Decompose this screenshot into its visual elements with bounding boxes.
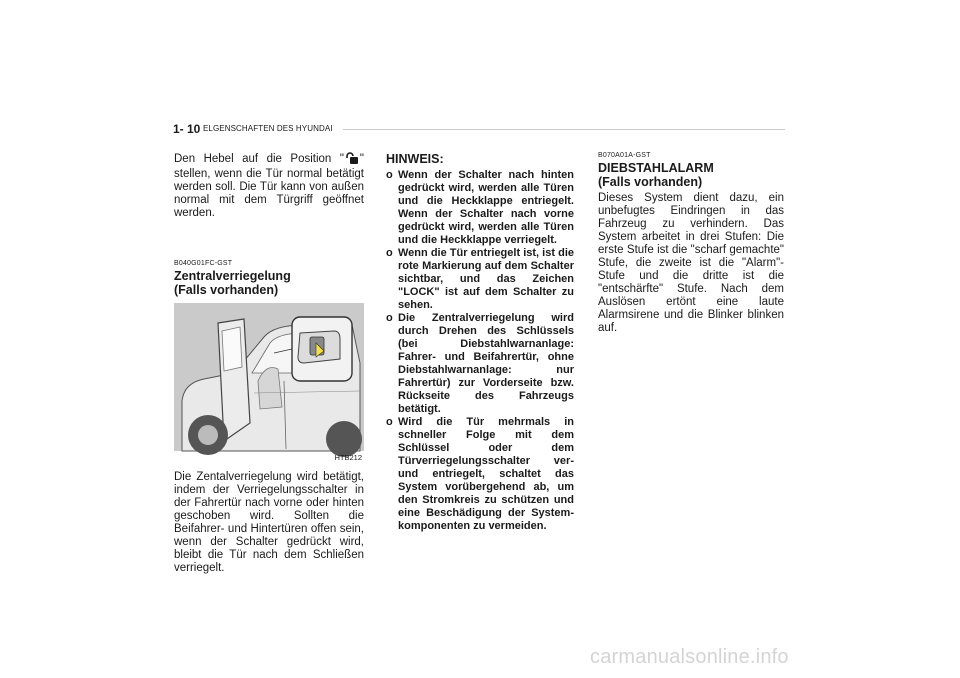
column-left xyxy=(174,152,364,575)
figure-label: HTB212 xyxy=(334,453,362,462)
section-code: B040G01FC-GST xyxy=(174,260,233,267)
bullet-marker: o xyxy=(386,312,393,324)
column-middle xyxy=(386,152,574,533)
section-code: B070A01A-GST xyxy=(598,152,651,159)
section-heading: DIEBSTAHLALARM (Falls vorhanden) xyxy=(598,161,714,189)
section-heading: Zentralverriegelung (Falls vorhanden) xyxy=(174,269,291,297)
list-item: o Wird die Tür mehrmals in schneller Folge mit dem Schlüssel oder dem Türverriegelungsschalter ver- und entriegelt, schaltet das System vorübergehend ab, um den Stromkreis zu schützen und eine Beschädigung der System-komponenten zu vermeiden. xyxy=(386,416,574,532)
lever-instruction: Den Hebel auf die Position " " stellen, wenn die Tür normal betätigt werden soll. Die Tür kann von außen normal mit dem Türgriff geöffnet werden. xyxy=(174,153,364,219)
lock-icon xyxy=(345,152,359,168)
alarm-description: Dieses System dient dazu, ein unbefugtes Eindringen in das Fahrzeug zu verhindern. Das System arbeitet in drei Stufen: Die erste Stufe ist die "scharf gemachte" Stufe, die zweite ist die "Alarm"-Stufe und die dritte ist die "entschärfte" Stufe. Nach dem Auslösen ertönt eine laute Alarmsirene und die Blinker blinken auf. xyxy=(598,192,784,334)
header-divider xyxy=(343,129,785,130)
central-locking-description: Die Zentalverriegelung wird betätigt, indem der Verriegelungsschalter in der Fahrertür nach vorne oder hinten geschoben wird. Sollten die Beifahrer- und Hintertüren offen sein, wenn der Schalter gedrückt wird, bleibt die Tür nach dem Schließen verriegelt. xyxy=(174,471,364,574)
list-item: o Die Zentralverriegelung wird durch Drehen des Schlüssels (bei Diebstahlwarnanlage: Fahrer- und Beifahrertür, ohne Diebstahlwarnanlage: nur Fahrertür) zur Vorderseite bzw. Rückseite des Fahrzeugs betätigt. xyxy=(386,312,574,415)
list-item: o Wenn der Schalter nach hinten gedrückt wird, werden alle Türen und die Heckklappe entriegelt. Wenn der Schalter nach vorne gedrückt wird, werden alle Türen und die Heckklappe verriegelt. xyxy=(386,169,574,246)
section-title: ELGENSCHAFTEN DES HYUNDAI xyxy=(203,124,333,133)
bullet-marker: o xyxy=(386,169,393,181)
page-number: 1- 10 xyxy=(173,122,201,136)
bullet-marker: o xyxy=(386,247,393,259)
note-title: HINWEIS: xyxy=(386,152,444,166)
page-header xyxy=(173,122,785,138)
bullet-marker: o xyxy=(386,416,393,428)
column-right xyxy=(598,152,784,335)
door-illustration xyxy=(174,303,364,462)
list-item: o Wenn die Tür entriegelt ist, ist die rote Markierung auf dem Schalter sichtbar, und das Zeichen "LOCK" ist auf dem Schalter zu sehen. xyxy=(386,247,574,311)
note-list xyxy=(386,169,574,533)
watermark: carmanualsonline.info xyxy=(590,646,789,668)
